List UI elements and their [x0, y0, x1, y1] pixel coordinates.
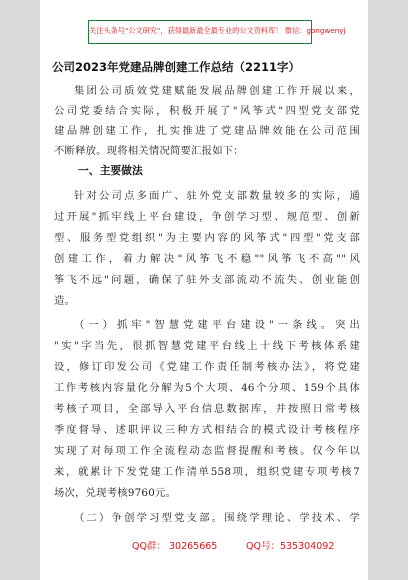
header-banner — [88, 20, 346, 44]
paragraph-line: 造。 — [54, 295, 76, 307]
paragraph-line: 针对公司点多面广、驻外党支部数量较多的实际，通 — [74, 190, 360, 202]
paragraph-line: 场次，兑现考核9760元。 — [54, 487, 177, 499]
paragraph-line: 集团公司质效党建赋能发展品牌创建工作开展以来， — [74, 85, 360, 97]
header-banner-text: 关注头条号"公文研究"，获得最新最全最专业的公文资料库！ 微信：gongwenyj — [89, 26, 346, 35]
paragraph-line: （一）抓牢"智慧党建平台建设"一条线。突出 — [74, 319, 360, 331]
paragraph-line: 筝飞不远"问题，确保了驻外支部流动不流失、创业能创 — [54, 274, 360, 286]
paragraph-line: 公司党委结合实际，积极开展了"风筝式"四型党支部党 — [54, 105, 360, 117]
paragraph-line: 季度督导、述职评议三种方式相结合的模式设计考核程序 — [54, 424, 360, 436]
footer-qq-group: QQ群： 30265665 — [132, 541, 218, 552]
paragraph-line: 设，修订印发公司《党建工作责任制考核办法》，将党建 — [54, 361, 360, 373]
paragraph-line: 创建工作，着力解决"风筝飞不稳""风筝飞不高""风 — [54, 253, 360, 265]
paragraph-line: "实"字当先，很抓智慧党建平台线上十线下考核体系建 — [54, 340, 360, 352]
paragraph-line: 来，就累计下发党建工作清单558项，组织党建专项考核7 — [54, 466, 360, 478]
paragraph-line: 型、服务型党组织"为主要内容的风筝式"四型"党支部 — [54, 232, 360, 244]
paragraph-line: 过开展"抓牢线上平台建设，争创学习型、规范型、创新 — [54, 211, 360, 223]
paragraph-line: 工作考核内容量化分解为5个大项、46个分项、159个具体 — [54, 382, 360, 394]
footer-qq-number: QQ号：535304092 — [246, 541, 335, 552]
section-heading: 一、主要做法 — [78, 164, 143, 177]
document-page — [40, 0, 368, 580]
paragraph-line: 实现了对每项工作全流程动态监督提醒和考核。仅今年以 — [54, 445, 360, 457]
document-title: 公司2023年党建品牌创建工作总结（2211字） — [52, 60, 301, 74]
paragraph-line: 建品牌创建工作，扎实推进了党建品牌效能在公司范围 — [54, 125, 360, 137]
paragraph-line: 考核子项目，全部导入平台信息数据库，并按照日常考核 — [54, 403, 360, 415]
paragraph-line: （二）争创学习型党支部。围绕学理论、学技术、学 — [74, 512, 360, 524]
paragraph-line: 不断释放。现将相关情况简要汇报如下： — [54, 145, 244, 157]
